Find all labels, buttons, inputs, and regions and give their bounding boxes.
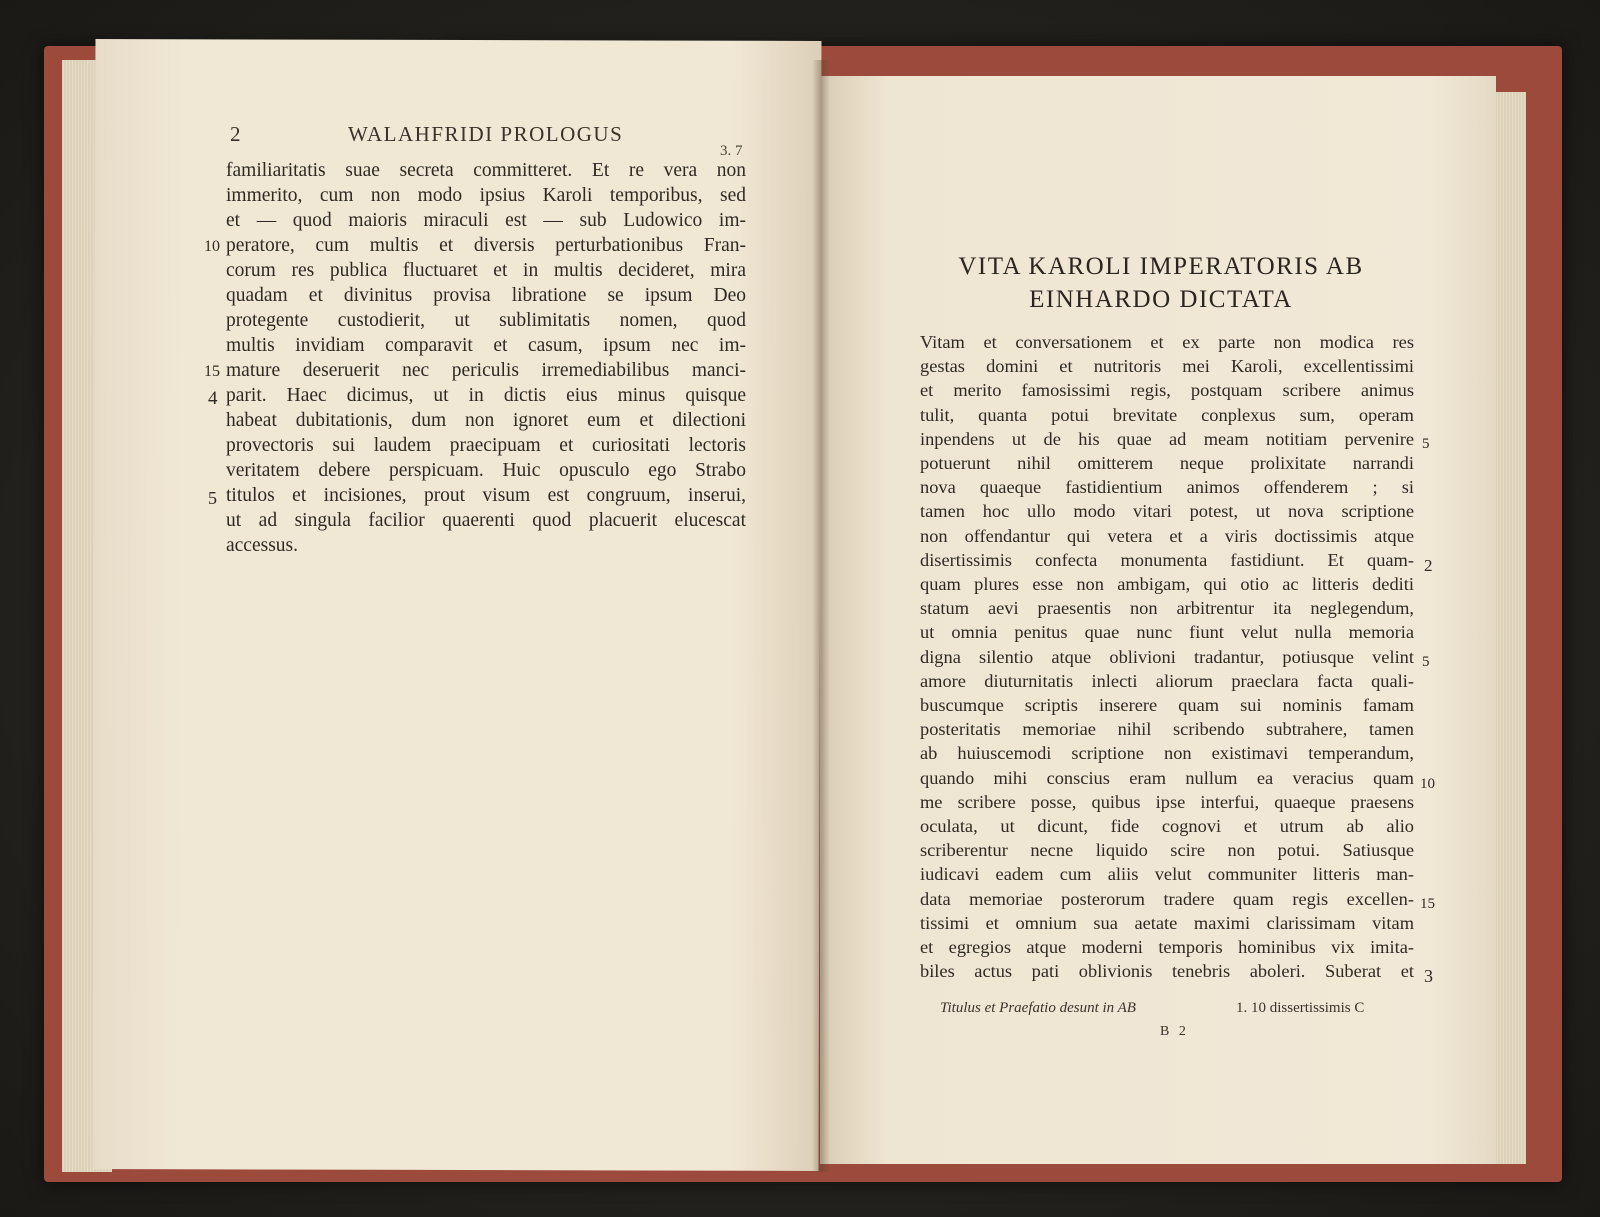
text-line: scriberentur necne liquido scire non potui. Satiusque <box>920 840 1414 861</box>
text-line: tamen hoc ullo modo vitari potest, ut nova scriptione <box>920 501 1414 522</box>
text-line: gestas domini et nutritoris mei Karoli, excellentissimi <box>920 356 1414 377</box>
chapter-title-line-1: VITA KAROLI IMPERATORIS AB <box>958 253 1364 280</box>
signature-mark: B 2 <box>1160 1024 1189 1039</box>
text-line: habeat dubitationis, dum non ignoret eum et dilectioni <box>226 410 746 431</box>
text-line: protegente custodierit, ut sublimitatis nomen, quod <box>226 310 746 331</box>
text-line: ut ad singula facilior quaerenti quod placuerit elucescat <box>226 510 746 531</box>
margin-line-number: 5 <box>1422 436 1430 452</box>
margin-line-number: 15 <box>204 363 220 380</box>
text-line: et — quod maioris miraculi est — sub Ludowico im- <box>226 210 746 231</box>
text-line: titulos et incisiones, prout visum est congruum, inserui, <box>226 485 746 506</box>
text-line: et egregios atque moderni temporis hominibus vix imita- <box>920 937 1414 957</box>
margin-chapter-mark: 2 <box>1424 556 1433 575</box>
text-line: potuerunt nihil omitterem neque prolixitate narrandi <box>920 453 1414 473</box>
text-line: digna silentio atque oblivioni tradantur, potiusque velint <box>920 646 1414 667</box>
left-page <box>93 39 822 1171</box>
text-line: ut omnia penitus quae nunc fiunt velut nulla memoria <box>920 622 1414 643</box>
text-line: nova quaeque fastidientium animos offenderem ; si <box>920 477 1414 498</box>
text-line: amore diuturnitatis inlecti aliorum praeclara facta quali- <box>920 670 1414 691</box>
margin-chapter-mark: 3 <box>1424 966 1433 986</box>
running-head-title: WALAHFRIDI PROLOGUS <box>348 122 624 146</box>
text-line: veritatem debere perspicuam. Huic opusculo ego Strabo <box>226 460 746 481</box>
text-line: biles actus pati oblivionis tenebris aboleri. Suberat et <box>920 961 1414 982</box>
right-page <box>820 76 1496 1164</box>
text-line: multis invidiam comparavit et casum, ipsum nec im- <box>226 335 746 356</box>
text-line: immerito, cum non modo ipsius Karoli temporibus, sed <box>226 185 746 206</box>
text-line: oculata, ut dicunt, fide cognovi et utrum ab alio <box>920 816 1414 836</box>
text-line: corum res publica fluctuaret et in multis decideret, mira <box>226 260 746 281</box>
text-line: data memoriae posterorum tradere quam regis excellen- <box>920 888 1414 909</box>
text-line: familiaritatis suae secreta committeret. Et re vera non <box>226 160 746 181</box>
text-line: quando mihi conscius eram nullum ea veracius quam <box>920 767 1414 788</box>
text-line: disertissimis confecta monumenta fastidiunt. Et quam- <box>920 549 1414 570</box>
text-line: me scribere posse, quibus ipse interfui, quaeque praesens <box>920 791 1414 812</box>
chapter-title-line-2: EINHARDO DICTATA <box>1029 286 1293 313</box>
text-line: tissimi et omnium sua aetate maximi clarissimam vitam <box>920 912 1414 933</box>
book-gutter <box>812 60 830 1172</box>
text-line: parit. Haec dicimus, ut in dictis eius minus quisque <box>226 385 746 406</box>
text-line: quam plures esse non ambigam, qui otio ac litteris dediti <box>920 574 1414 594</box>
margin-line-number: 15 <box>1420 896 1435 912</box>
footnote-apparatus: Titulus et Praefatio desunt in AB <box>940 1000 1136 1016</box>
text-line: buscumque scriptis inserere quam sui nominis famam <box>920 695 1414 715</box>
text-line: mature deseruerit nec periculis irremediabilibus manci- <box>226 360 746 381</box>
text-line: posteritatis memoriae nihil scribendo subtrahere, tamen <box>920 719 1414 740</box>
text-line: statum aevi praesentis non arbitrentur ita neglegendum, <box>920 598 1414 619</box>
text-line: peratore, cum multis et diversis perturbationibus Fran- <box>226 235 746 256</box>
margin-line-number: 10 <box>1420 776 1435 792</box>
margin-chapter-mark: 4 <box>208 388 218 409</box>
text-line: ab huiuscemodi scriptione non existimavi temperandum, <box>920 743 1414 764</box>
section-reference: 3. 7 <box>720 143 743 159</box>
text-line: accessus. <box>226 535 299 556</box>
text-line: et merito famosissimi regis, postquam scribere animus <box>920 380 1414 401</box>
text-line: provectoris sui laudem praecipuam et curiositati lectoris <box>226 435 746 456</box>
text-line: inpendens ut de his quae ad meam notitiam pervenire <box>920 428 1414 449</box>
text-line: tulit, quanta potui brevitate conplexus sum, operam <box>920 404 1414 425</box>
margin-line-number: 5 <box>1422 654 1430 670</box>
footnote-variant: 1. 10 dissertissimis C <box>1236 1000 1365 1016</box>
page-number: 2 <box>230 122 242 146</box>
text-line: iudicavi eadem cum aliis velut communiter litteris man- <box>920 864 1414 885</box>
text-line: quadam et divinitus provisa libratione se ipsum Deo <box>226 285 746 306</box>
text-line: Vitam et conversationem et ex parte non modica res <box>920 332 1414 352</box>
margin-line-number: 10 <box>204 238 220 255</box>
chapter-title <box>906 250 1416 316</box>
text-line: non offendantur qui vetera et a viris doctissimis atque <box>920 525 1414 546</box>
margin-chapter-mark: 5 <box>208 488 217 508</box>
